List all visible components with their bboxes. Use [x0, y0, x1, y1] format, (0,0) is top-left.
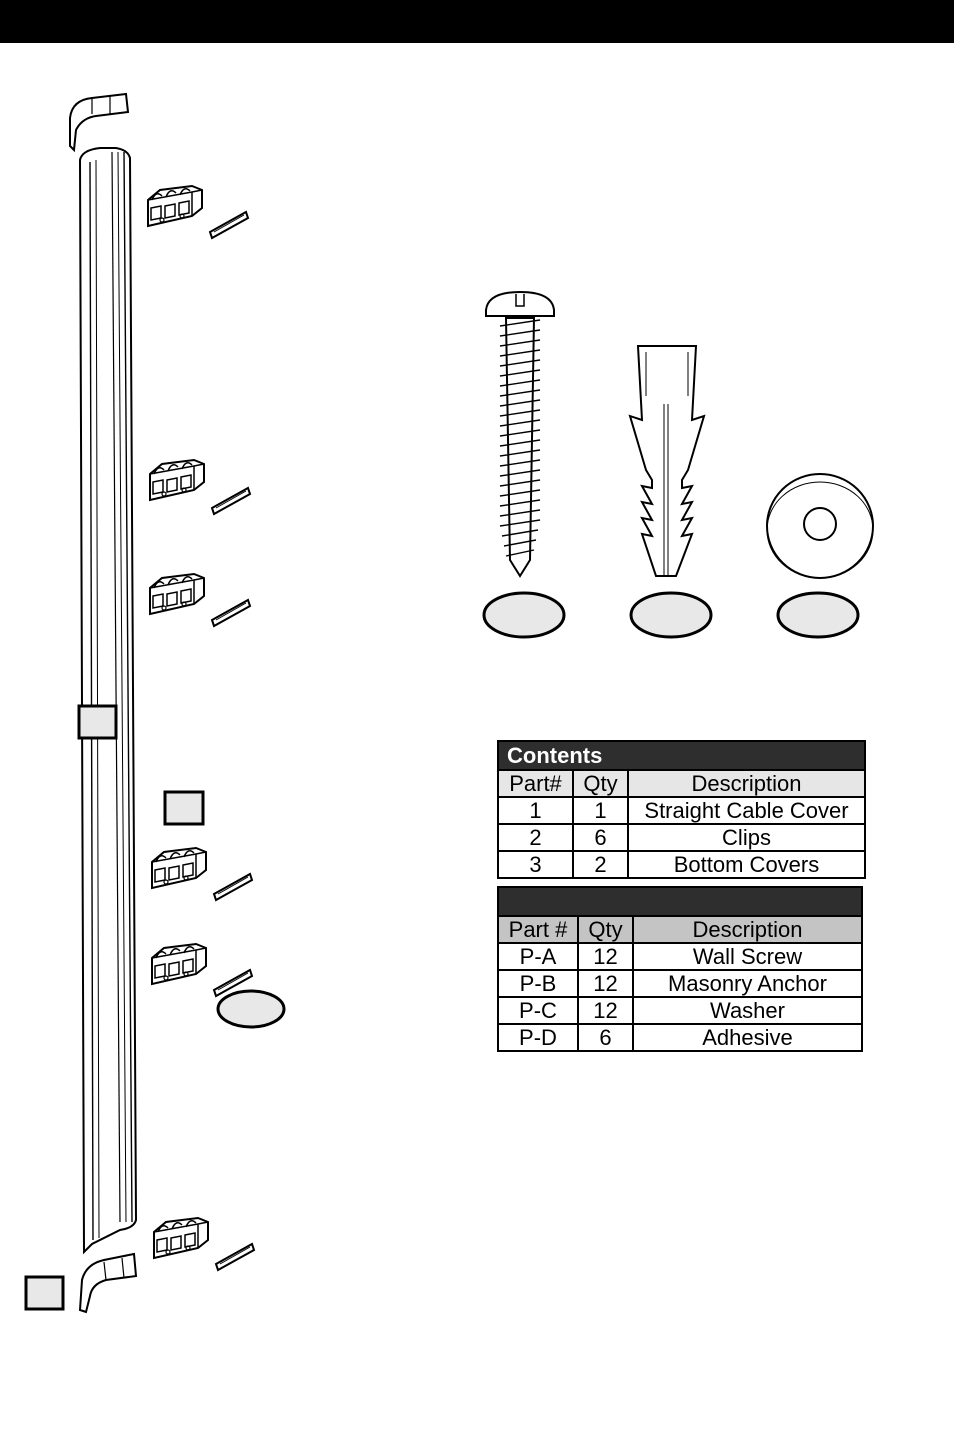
washer-icon	[767, 474, 873, 578]
table-cell: 12	[578, 970, 633, 997]
table-row	[498, 797, 865, 824]
table-row	[498, 824, 865, 851]
hardware-table	[497, 886, 863, 1052]
table-cell: Washer	[633, 997, 862, 1024]
masonry-anchor-icon	[630, 346, 704, 576]
table-row	[498, 851, 865, 878]
label-box	[165, 792, 203, 824]
label-oval	[484, 593, 564, 637]
table-cell: P-C	[498, 997, 578, 1024]
table-cell: Bottom Covers	[628, 851, 865, 878]
table-cell: Adhesive	[633, 1024, 862, 1051]
column-header: Qty	[573, 770, 628, 797]
end-cap-icon	[70, 94, 128, 150]
table-cell: Straight Cable Cover	[628, 797, 865, 824]
table-row	[498, 943, 862, 970]
table-row	[498, 1024, 862, 1051]
end-cap-icon	[80, 1254, 136, 1312]
table-cell: 12	[578, 997, 633, 1024]
label-oval	[778, 593, 858, 637]
cable-cover-icon	[80, 148, 136, 1252]
contents-table	[497, 740, 866, 879]
table-cell: 12	[578, 943, 633, 970]
table-row	[498, 970, 862, 997]
table-cell: 2	[498, 824, 573, 851]
table-cell: P-D	[498, 1024, 578, 1051]
label-oval	[218, 991, 284, 1027]
label-oval	[631, 593, 711, 637]
wall-screw-icon	[486, 292, 554, 576]
table-cell: 1	[498, 797, 573, 824]
contents-title: Contents	[498, 741, 865, 770]
table-cell: 3	[498, 851, 573, 878]
table-cell: P-B	[498, 970, 578, 997]
column-header: Part#	[498, 770, 573, 797]
column-header: Part #	[498, 916, 578, 943]
column-header: Description	[628, 770, 865, 797]
table-cell: 6	[573, 824, 628, 851]
table-cell: Wall Screw	[633, 943, 862, 970]
table-cell: Clips	[628, 824, 865, 851]
table-cell: Masonry Anchor	[633, 970, 862, 997]
table-row	[498, 997, 862, 1024]
column-header: Qty	[578, 916, 633, 943]
table-cell: P-A	[498, 943, 578, 970]
column-header: Description	[633, 916, 862, 943]
table-cell: 1	[573, 797, 628, 824]
table-cell: 6	[578, 1024, 633, 1051]
hardware-title	[498, 887, 862, 916]
table-cell: 2	[573, 851, 628, 878]
label-box	[79, 706, 116, 738]
label-box	[26, 1277, 63, 1309]
